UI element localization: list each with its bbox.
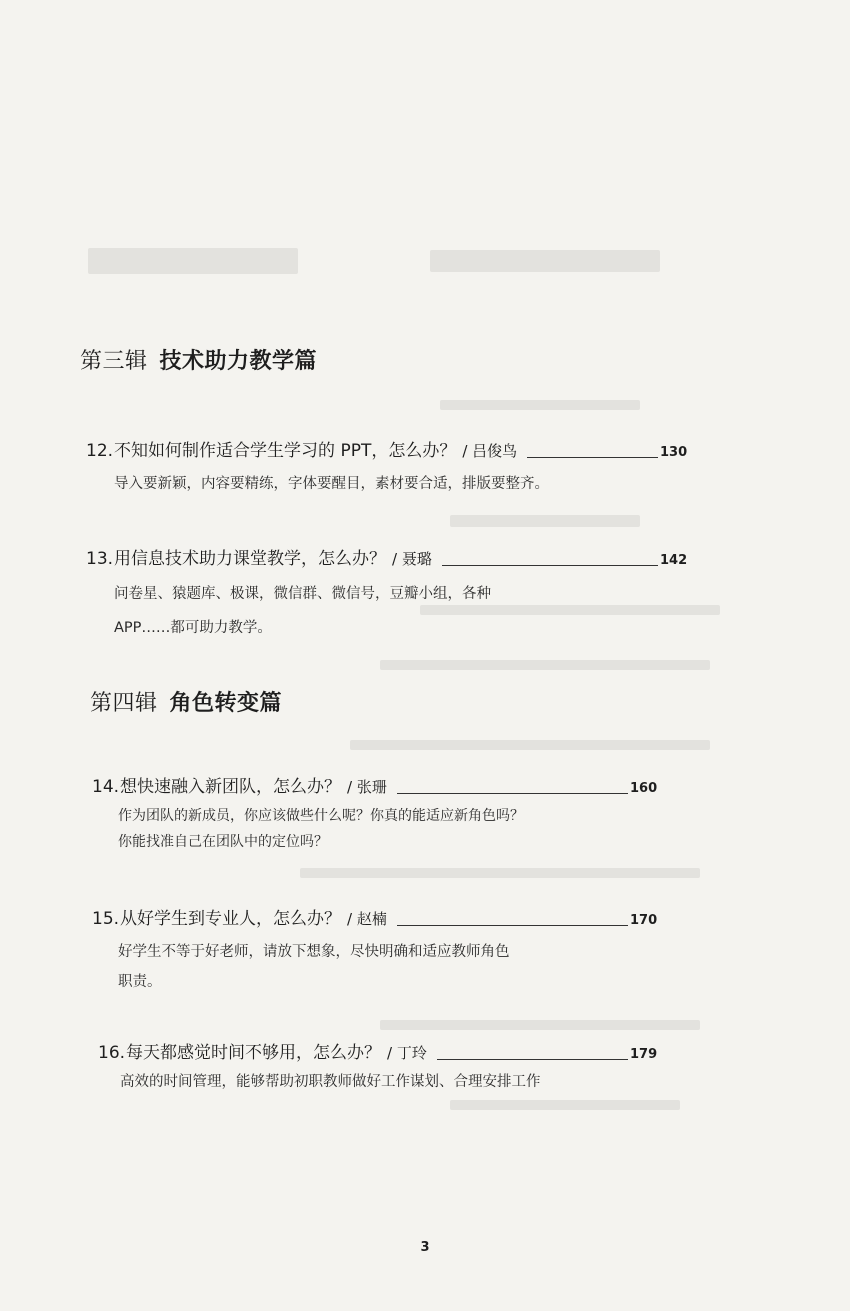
section-heading xyxy=(90,686,282,717)
entry-page-number: 160 xyxy=(630,781,658,796)
page-number: 3 xyxy=(420,1240,430,1255)
description-line: 作为团队的新成员，你应该做些什么呢？你真的能适应新角色吗？ xyxy=(118,808,524,824)
dot-leader xyxy=(442,565,658,566)
entry-title: 想快速融入新团队，怎么办？ xyxy=(120,777,342,797)
bleed-through-mark xyxy=(380,660,710,670)
dot-leader xyxy=(397,925,628,926)
section-name: 角色转变篇 xyxy=(169,691,283,716)
entry-title: 从好学生到专业人，怎么办？ xyxy=(120,909,342,929)
entry-number: 16. xyxy=(98,1043,126,1063)
toc-entry[interactable] xyxy=(86,544,686,645)
bleed-through-mark xyxy=(380,1020,700,1030)
bleed-through-mark xyxy=(88,248,298,274)
entry-page-number: 142 xyxy=(660,553,688,568)
dot-leader xyxy=(397,793,628,794)
bleed-through-mark xyxy=(350,740,710,750)
entry-page-number: 170 xyxy=(630,913,658,928)
toc-entry[interactable] xyxy=(92,772,656,855)
entry-author: / 聂璐 xyxy=(392,550,432,568)
bleed-through-mark xyxy=(450,515,640,527)
description-line: 高效的时间管理，能够帮助初职教师做好工作谋划、合理安排工作 xyxy=(120,1074,541,1090)
entry-title: 每天都感觉时间不够用，怎么办？ xyxy=(126,1043,382,1063)
entry-description xyxy=(120,1069,620,1095)
entry-title: 不知如何制作适合学生学习的 PPT，怎么办？ xyxy=(114,441,457,461)
entry-number: 13. xyxy=(86,549,114,569)
bleed-through-mark xyxy=(430,250,660,272)
section-prefix: 第三辑 xyxy=(80,349,148,374)
description-line: 导入要新颖，内容要精练，字体要醒目，素材要合适，排版要整齐。 xyxy=(114,476,549,492)
entry-description xyxy=(114,471,614,497)
bleed-through-mark xyxy=(450,1100,680,1110)
description-line: 职责。 xyxy=(118,974,162,990)
entry-author: / 丁玲 xyxy=(387,1044,427,1062)
entry-author: / 吕俊鸟 xyxy=(462,442,518,460)
description-line: 好学生不等于好老师，请放下想象，尽快明确和适应教师角色 xyxy=(118,944,510,960)
entry-description xyxy=(118,803,618,855)
bleed-through-mark xyxy=(300,868,700,878)
entry-title: 用信息技术助力课堂教学，怎么办？ xyxy=(114,549,387,569)
section-prefix: 第四辑 xyxy=(90,691,158,716)
entry-description xyxy=(114,577,614,645)
dot-leader xyxy=(527,457,658,458)
description-line: APP……都可助力教学。 xyxy=(114,620,272,636)
toc-entry[interactable] xyxy=(92,904,656,997)
section-heading xyxy=(80,344,317,375)
section-name: 技术助力教学篇 xyxy=(159,349,318,374)
toc-entry[interactable] xyxy=(98,1038,656,1095)
entry-author: / 赵楠 xyxy=(347,910,387,928)
entry-number: 15. xyxy=(92,909,120,929)
toc-entry[interactable] xyxy=(86,436,686,497)
dot-leader xyxy=(437,1059,628,1060)
bleed-through-mark xyxy=(440,400,640,410)
description-line: 你能找准自己在团队中的定位吗？ xyxy=(118,834,328,850)
entry-author: / 张珊 xyxy=(347,778,387,796)
entry-number: 12. xyxy=(86,441,114,461)
entry-number: 14. xyxy=(92,777,120,797)
description-line: 问卷星、猿题库、极课，微信群、微信号，豆瓣小组，各种 xyxy=(114,586,491,602)
entry-page-number: 130 xyxy=(660,445,688,460)
entry-page-number: 179 xyxy=(630,1047,658,1062)
entry-description xyxy=(118,937,618,997)
